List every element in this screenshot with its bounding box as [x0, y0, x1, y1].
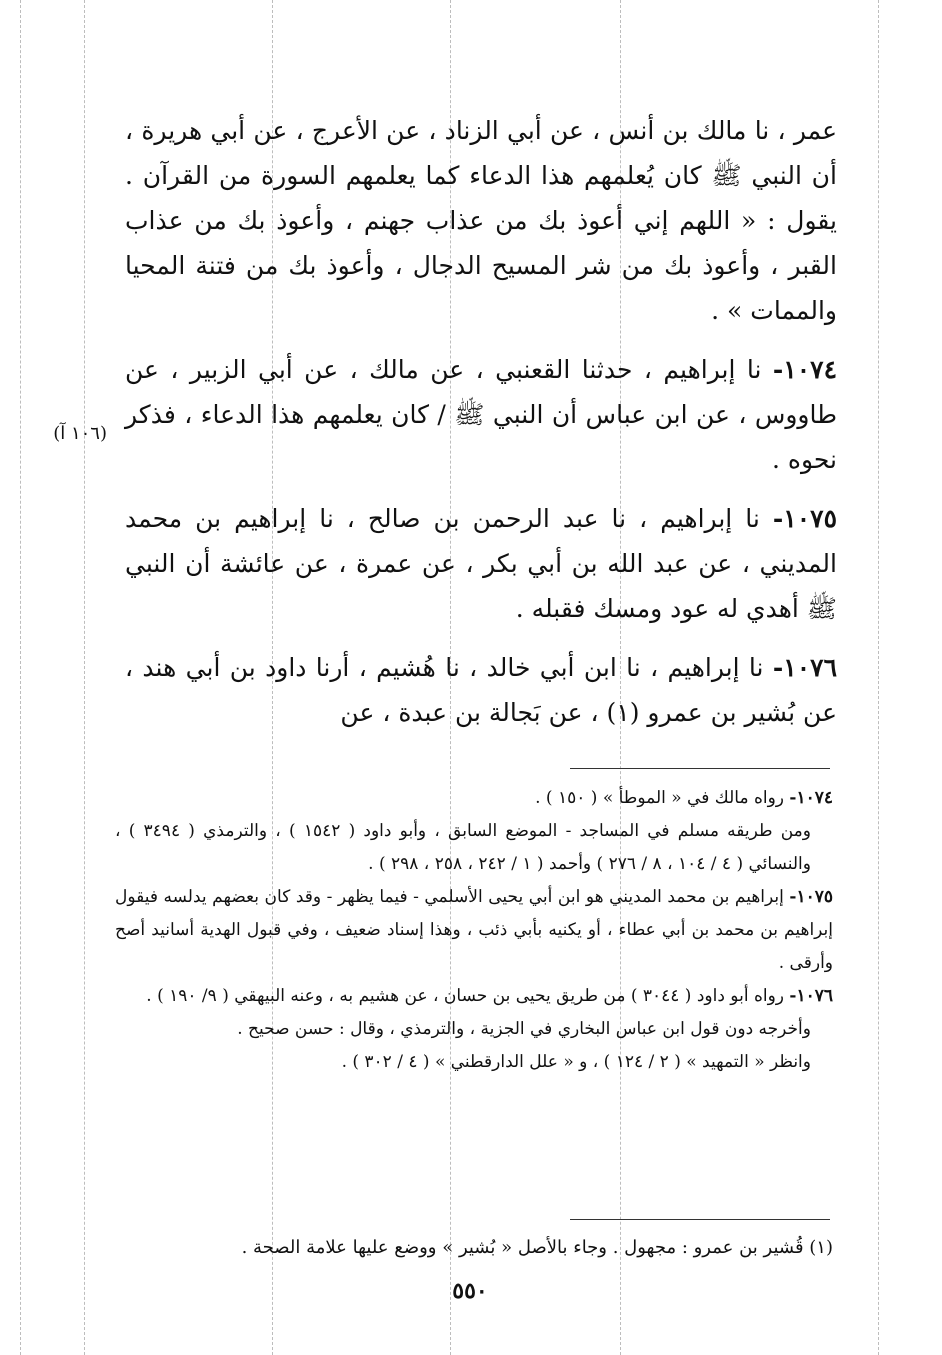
scan-guide-line	[20, 0, 21, 1355]
commentary-notes	[115, 782, 833, 1079]
hadith-1074	[125, 347, 837, 482]
note-1076	[115, 980, 833, 1013]
note-1076-reference: وانظر « التمهيد » ( ٢ / ١٢٤ ) ، و « علل الدارقطني » ( ٤ / ٣٠٢ ) .	[341, 1052, 811, 1072]
note-text: رواه مالك في « الموطأ » ( ١٥٠ ) .	[535, 788, 784, 808]
note-number: ١٠٧٤-	[789, 788, 833, 808]
hadith-number: ١٠٧٥-	[772, 504, 837, 533]
hadith-text: نا إبراهيم ، نا ابن أبي خالد ، نا هُشيم ، أرنا داود بن أبي هند ، عن بُشير بن عمرو (١) ، عن بَجالة بن عبدة ، عن	[125, 653, 837, 727]
page-number: ٥٥٠	[452, 1278, 488, 1304]
hadith-number: ١٠٧٦-	[772, 653, 837, 682]
note-1074-detail: ومن طريقه مسلم في المساجد - الموضع السابق ، وأبو داود ( ١٥٤٢ ) ، والترمذي ( ٣٤٩٤ ) ، والنسائي ( ٤ / ١٠٤ ، ٨ / ٢٧٦ ) وأحمد ( ١ / ٢٤٢ ، ٢٥٨ ، ٢٩٨ ) .	[115, 821, 812, 874]
hadith-number: ١٠٧٤-	[772, 355, 837, 384]
note-1076-detail: وأخرجه دون قول ابن عباس البخاري في الجزية ، والترمذي ، وقال : حسن صحيح .	[237, 1019, 811, 1039]
scan-guide-line	[84, 0, 85, 1355]
hadith-1076	[125, 645, 837, 735]
note-1075	[115, 881, 833, 980]
note-text: رواه أبو داود ( ٣٠٤٤ ) من طريق يحيى بن حسان ، عن هشيم به ، وعنه البيهقي ( ٩/ ١٩٠ ) .	[146, 986, 784, 1006]
hadith-text: نا إبراهيم ، نا عبد الرحمن بن صالح ، نا إبراهيم بن محمد المديني ، عن عبد الله بن أبي بكر ، عن عمرة ، عن عائشة أن النبي ﷺ أهدي له عود ومسك فقبله .	[125, 504, 837, 623]
footnote-divider	[570, 1219, 830, 1220]
footnote: (١) قُشير بن عمرو : مجهول . وجاء بالأصل « بُشير » ووضع عليها علامة الصحة .	[241, 1237, 833, 1258]
manuscript-folio-note: (١٠٦ آ)	[53, 423, 107, 444]
hadith-text: نا إبراهيم ، حدثنا القعنبي ، عن مالك ، عن أبي الزبير ، عن طاووس ، عن ابن عباس أن النبي ﷺ / كان يعلمهم هذا الدعاء ، فذكر نحوه .	[125, 355, 837, 474]
hadith-1075	[125, 496, 837, 631]
note-1074	[115, 782, 833, 815]
scan-guide-line	[878, 0, 879, 1355]
note-number: ١٠٧٥-	[789, 887, 834, 907]
note-text: إبراهيم بن محمد المديني هو ابن أبي يحيى الأسلمي - فيما يظهر - وقد كان بعضهم يدلسه فيقول إبراهيم بن محمد بن أبي عطاء ، أو يكنيه بأبي ذئب ، وهذا إسناد ضعيف ، وفي قبول الهدية أسانيد أصح وأرقى .	[115, 887, 833, 973]
note-number: ١٠٧٦-	[789, 986, 833, 1006]
notes-divider	[570, 768, 830, 769]
paragraph-continued: عمر ، نا مالك بن أنس ، عن أبي الزناد ، عن الأعرج ، عن أبي هريرة ، أن النبي ﷺ كان يُعلمهم هذا الدعاء كما يعلمهم السورة من القرآن . يقول : « اللهم إني أعوذ بك من عذاب جهنم ، وأعوذ بك من عذاب القبر ، وأعوذ بك من شر المسيح الدجال ، وأعوذ بك من فتنة المحيا والممات » .	[125, 116, 837, 325]
main-text	[125, 108, 837, 749]
